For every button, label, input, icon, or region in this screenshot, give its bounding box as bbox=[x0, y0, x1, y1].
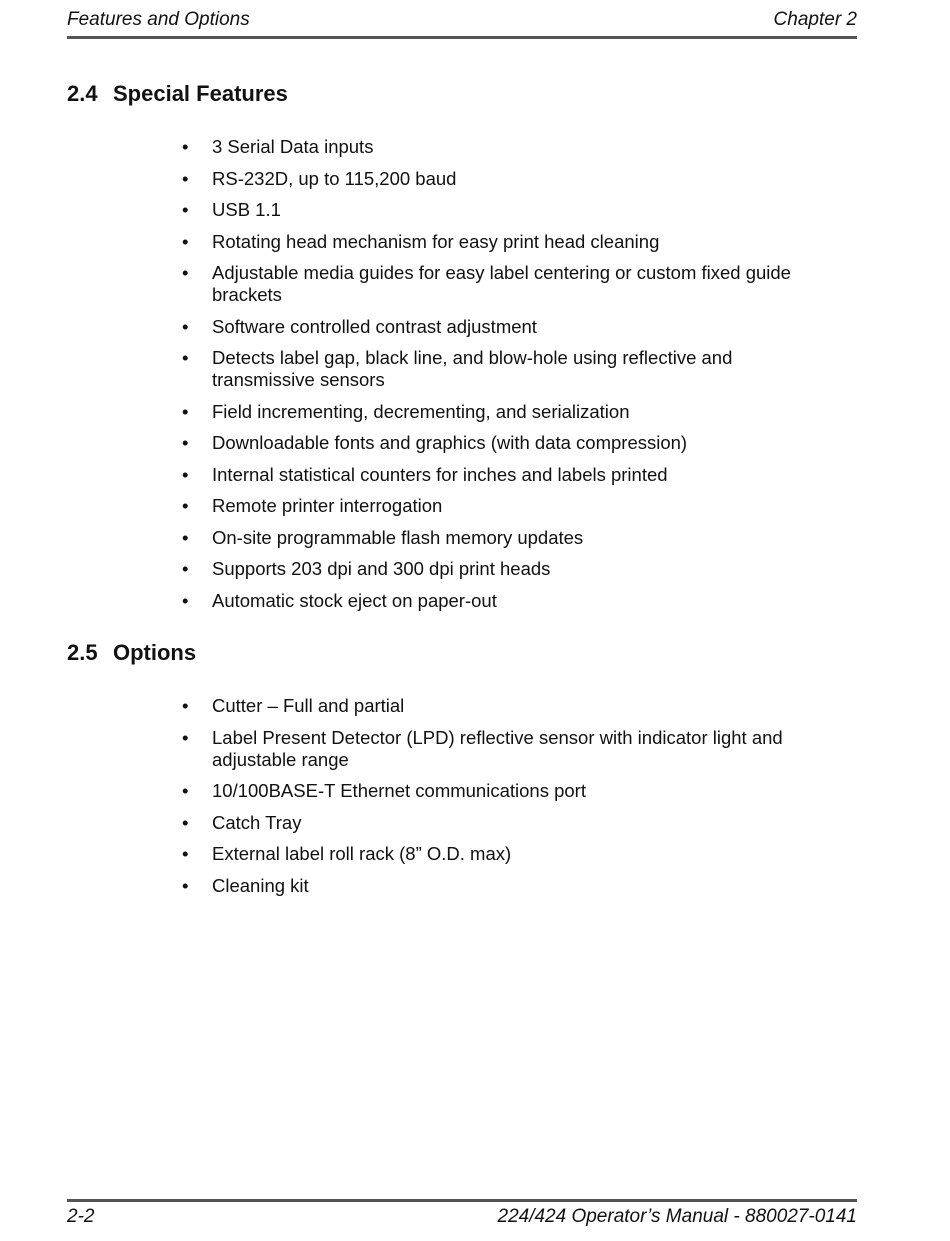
section-title: Options bbox=[113, 640, 197, 665]
section-number: 2.5 bbox=[67, 640, 98, 665]
list-item: • RS-232D, up to 115,200 baud bbox=[182, 168, 832, 190]
list-item: • Software controlled contrast adjustment bbox=[182, 316, 832, 338]
list-item: • On-site programmable flash memory updates bbox=[182, 527, 832, 549]
page-header bbox=[67, 8, 857, 39]
list-item: • Adjustable media guides for easy label centering or custom fixed guide brackets bbox=[182, 262, 832, 306]
list-item: • External label roll rack (8” O.D. max) bbox=[182, 843, 832, 865]
header-section-title: Features and Options bbox=[67, 9, 250, 30]
header-chapter: Chapter 2 bbox=[773, 9, 857, 30]
list-item: • Internal statistical counters for inches and labels printed bbox=[182, 464, 832, 486]
list-item: • Catch Tray bbox=[182, 812, 832, 834]
special-features-list bbox=[182, 136, 832, 621]
page-footer bbox=[67, 1199, 857, 1232]
page-number: 2-2 bbox=[67, 1206, 95, 1227]
list-item: • Cutter – Full and partial bbox=[182, 695, 832, 717]
list-item: • USB 1.1 bbox=[182, 199, 832, 221]
options-list bbox=[182, 695, 832, 906]
list-item: • Field incrementing, decrementing, and serialization bbox=[182, 401, 832, 423]
section-heading-options bbox=[67, 640, 196, 666]
list-item: • Remote printer interrogation bbox=[182, 495, 832, 517]
section-heading-special-features bbox=[67, 81, 288, 107]
list-item: • Cleaning kit bbox=[182, 875, 832, 897]
list-item: • Downloadable fonts and graphics (with data compression) bbox=[182, 432, 832, 454]
list-item: • Label Present Detector (LPD) reflective sensor with indicator light and adjustable range bbox=[182, 727, 832, 771]
list-item: • Detects label gap, black line, and blow-hole using reflective and transmissive sensors bbox=[182, 347, 832, 391]
manual-title: 224/424 Operator’s Manual - 880027-0141 bbox=[497, 1206, 857, 1227]
list-item: • Rotating head mechanism for easy print head cleaning bbox=[182, 231, 832, 253]
section-number: 2.4 bbox=[67, 81, 98, 106]
section-title: Special Features bbox=[113, 81, 288, 106]
list-item: • 3 Serial Data inputs bbox=[182, 136, 832, 158]
list-item: • Supports 203 dpi and 300 dpi print heads bbox=[182, 558, 832, 580]
list-item: • 10/100BASE-T Ethernet communications port bbox=[182, 780, 832, 802]
list-item: • Automatic stock eject on paper-out bbox=[182, 590, 832, 612]
